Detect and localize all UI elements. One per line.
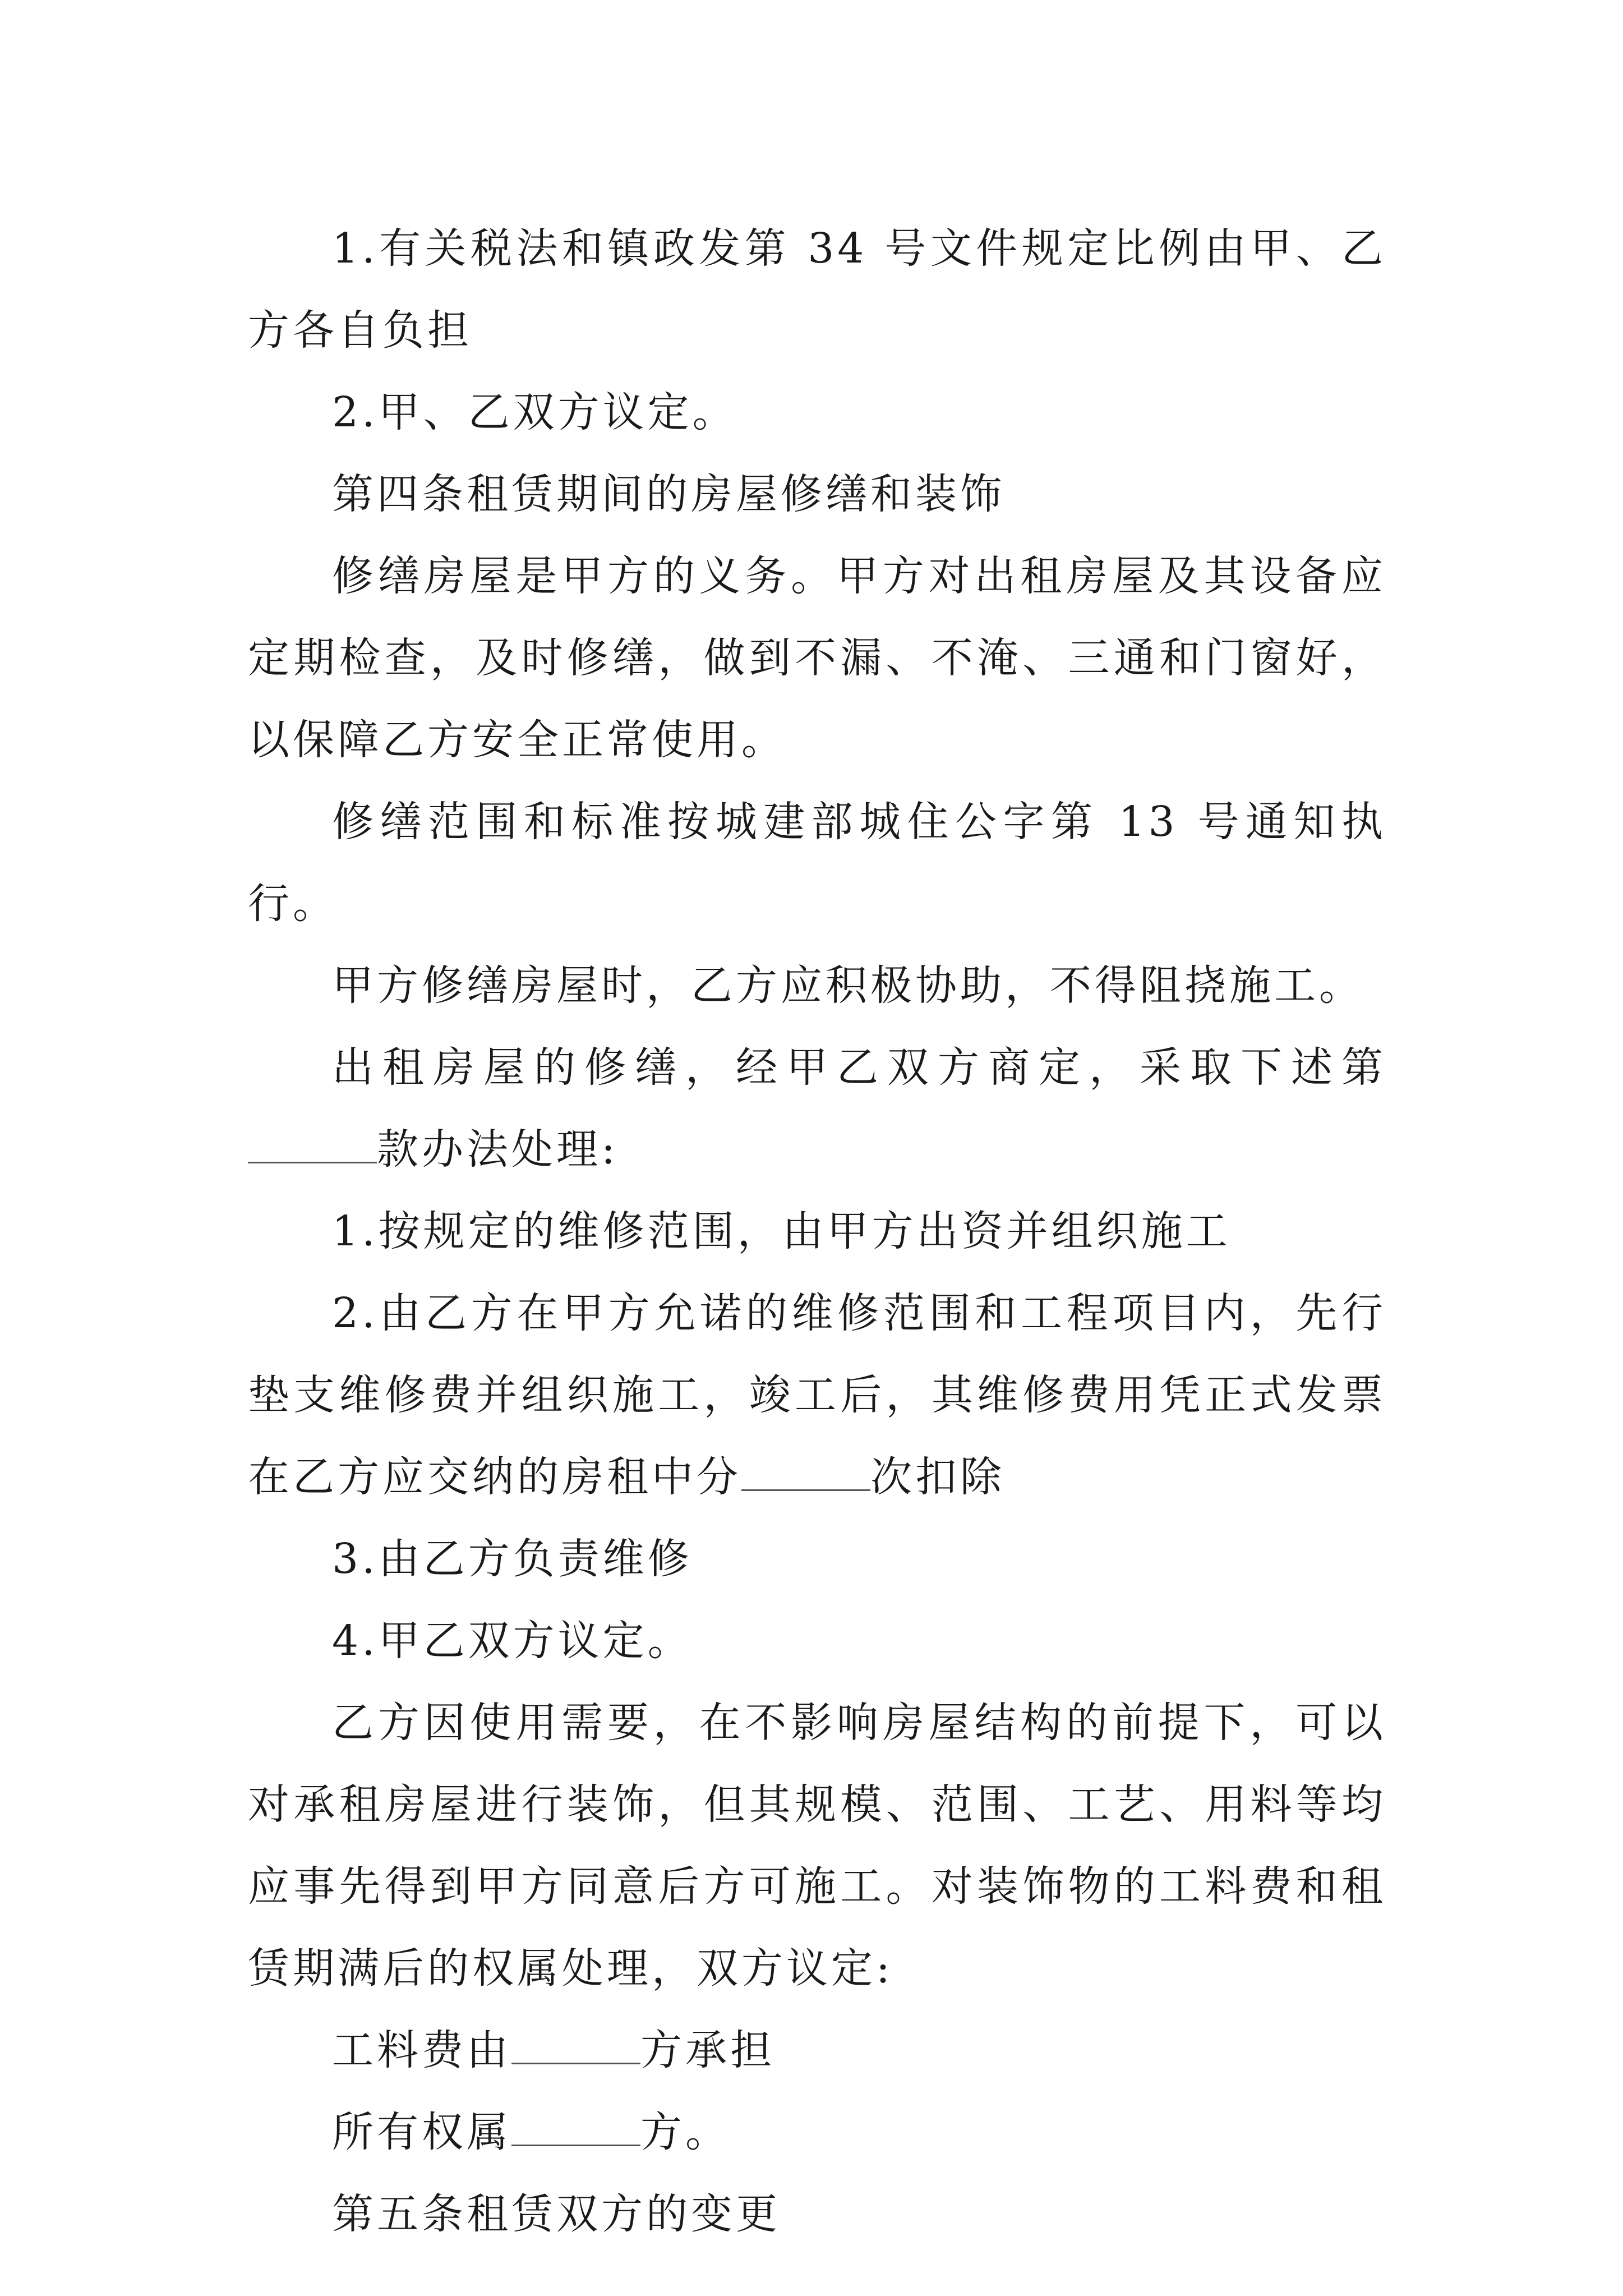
- blank-line: [511, 2062, 640, 2064]
- paragraph-repair-scope: 修缮范围和标准按城建部城住公字第 13 号通知执行。: [248, 798, 1386, 928]
- paragraph-repair-duty: 修缮房屋是甲方的义务。甲方对出租房屋及其设备应定期检查，及时修缮，做到不漏、不淹、三通和门窗好，以保障乙方安全正常使用。: [248, 552, 1386, 764]
- paragraph-decoration: 乙方因使用需要，在不影响房屋结构的前提下，可以对承租房屋进行装饰，但其规模、范围、工艺、用料等均应事先得到甲方同意后方可施工。对装饰物的工料费和租赁期满后的权属处理，双方议定:: [248, 1699, 1386, 1993]
- blank-line: [248, 1161, 377, 1163]
- blank-line: [511, 2144, 640, 2146]
- paragraph-repair-option-2: 2.由乙方在甲方允诺的维修范围和工程项目内，先行垫支维修费并组织施工，竣工后，其维修费用凭正式发票在乙方应交纳的房租中分 次扣除: [248, 1289, 1386, 1501]
- blank-line: [741, 1489, 870, 1491]
- paragraph-repair-method: 出租房屋的修缮，经甲乙双方商定，采取下述第款办法处理:: [248, 1027, 1386, 1190]
- document-body: [248, 208, 1386, 2255]
- paragraph-material-cost: 工料费由 方承担: [332, 2026, 775, 2074]
- paragraph-tax-clause-1: 1.有关税法和镇政发第 34 号文件规定比例由甲、乙方各自负担: [248, 224, 1386, 355]
- paragraph-repair-option-1: 1.按规定的维修范围，由甲方出资并组织施工: [332, 1207, 1231, 1255]
- article-4-heading: 第四条租赁期间的房屋修缮和装饰: [332, 470, 1005, 518]
- paragraph-tax-clause-2: 2.甲、乙双方议定。: [332, 388, 737, 436]
- paragraph-repair-option-3: 3.由乙方负责维修: [332, 1535, 693, 1583]
- paragraph-ownership: 所有权属 方。: [332, 2108, 730, 2156]
- article-5-heading: 第五条租赁双方的变更: [332, 2190, 781, 2238]
- paragraph-repair-cooperation: 甲方修缮房屋时，乙方应积极协助，不得阻挠施工。: [332, 961, 1364, 1010]
- paragraph-repair-option-4: 4.甲乙双方议定。: [332, 1617, 693, 1665]
